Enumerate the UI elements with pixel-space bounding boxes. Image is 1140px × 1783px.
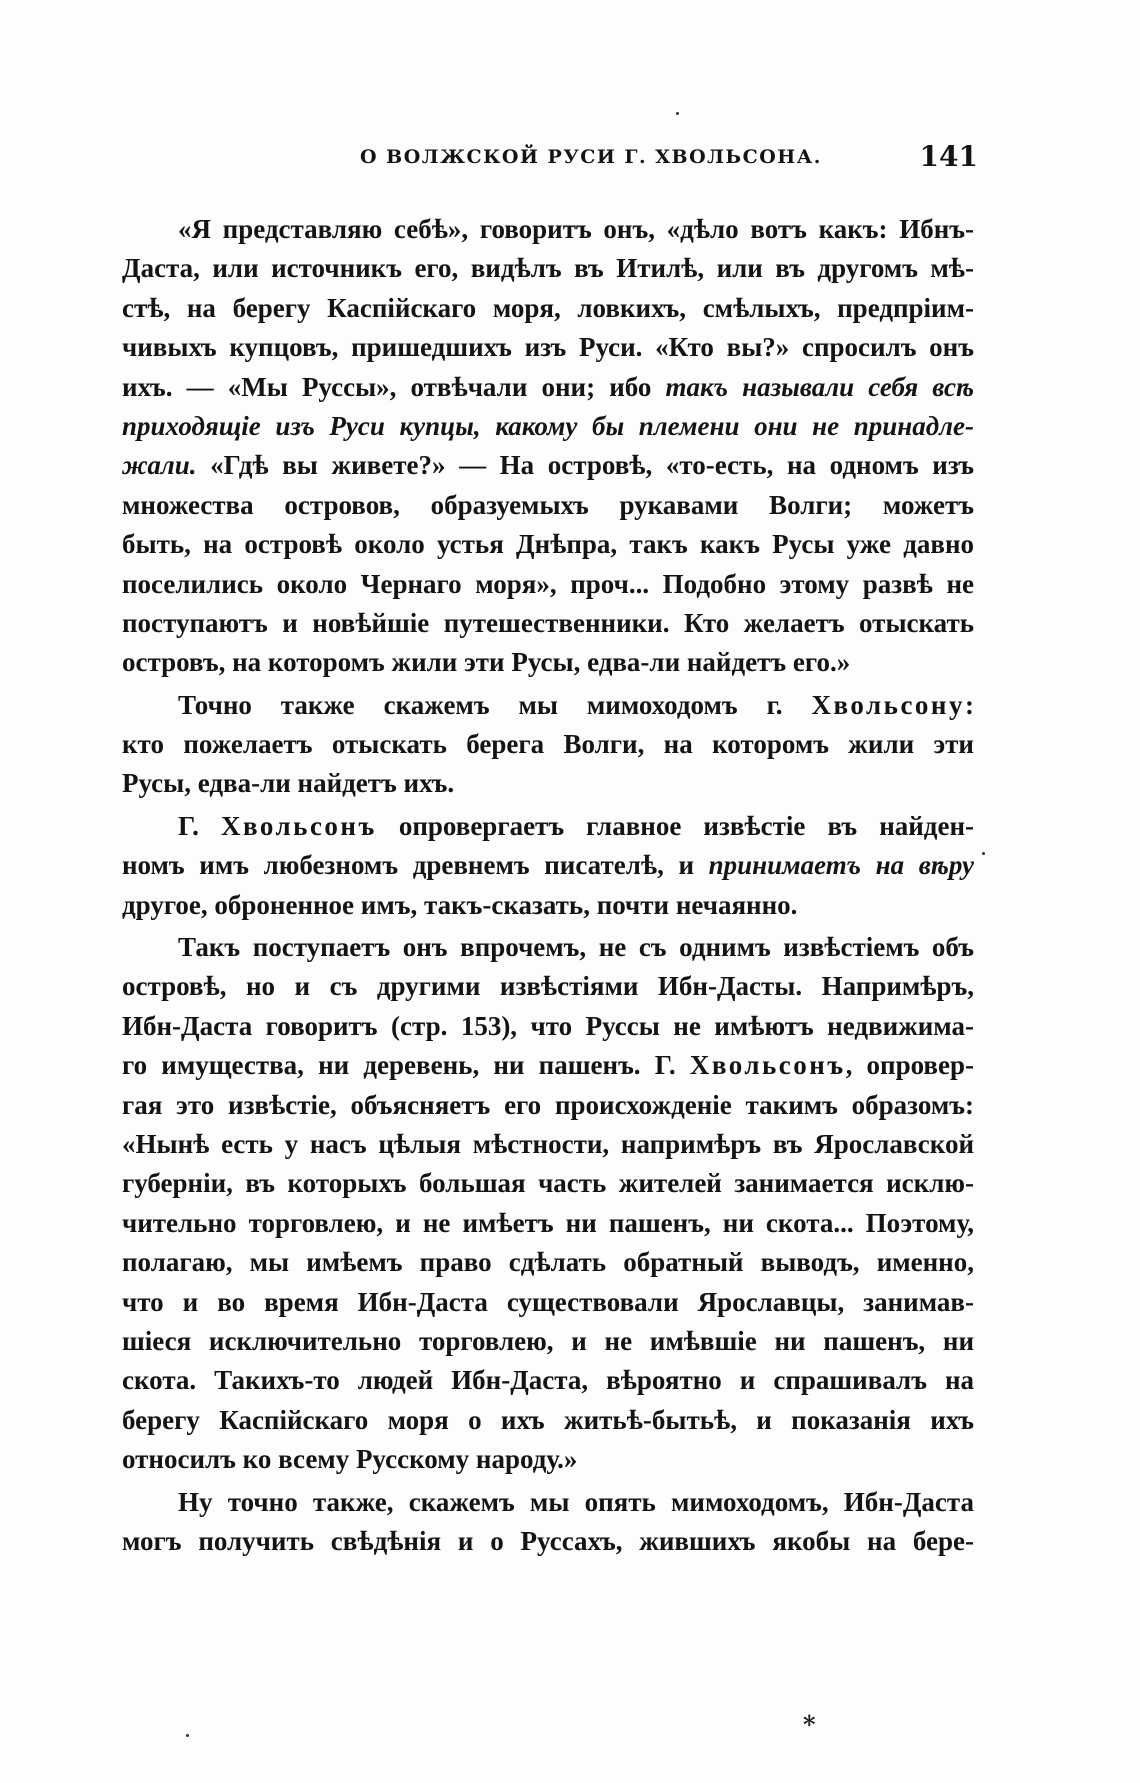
text-segment: чивыхъ купцовъ, пришедшихъ изъ Руси. «Кто вы?» спросилъ онъ xyxy=(122,332,974,363)
italic-text: приходящіе изъ Руси купцы, какому бы племени они не принадле- xyxy=(122,410,974,441)
text-line xyxy=(122,886,974,925)
page-number: 141 xyxy=(919,140,978,173)
text-segment: что и во время Ибн-Даста существовали Ярославцы, занимав- xyxy=(122,1286,974,1317)
text-line xyxy=(122,725,974,764)
text-segment: быть, на островѣ около устья Днѣпра, такъ какъ Русы уже давно xyxy=(122,529,974,560)
text-segment: множества островов, образуемыхъ рукавами Волги; можетъ xyxy=(122,489,974,520)
text-segment: шіеся исключительно торговлею, и не имѣвшіе ни пашенъ, ни xyxy=(122,1325,974,1356)
text-line xyxy=(122,289,974,328)
text-segment: Ибн-Даста говоритъ (стр. 153), что Руссы не имѣютъ недвижима- xyxy=(122,1010,974,1041)
text-line xyxy=(122,249,974,288)
spaced-name: Хвольсонъ xyxy=(220,810,377,841)
text-segment: гая это извѣстіе, объясняетъ его происхожденіе такимъ образомъ: xyxy=(122,1089,974,1120)
text-segment: могъ получить свѣдѣнія и о Руссахъ, жившихъ якобы на бере- xyxy=(122,1525,974,1556)
text-line xyxy=(122,1125,974,1164)
spaced-name: Хвольсонъ xyxy=(689,1050,846,1081)
text-segment: Даста, или источникъ его, видѣлъ въ Итилѣ, или въ другомъ мѣ- xyxy=(122,253,974,284)
text-line xyxy=(122,1046,974,1085)
text-line xyxy=(122,764,974,803)
text-line xyxy=(122,928,974,967)
signature-mark: * xyxy=(803,1710,816,1739)
text-line xyxy=(122,846,974,885)
text-line xyxy=(122,1283,974,1322)
text-segment: поселились около Чернаго моря», проч... Подобно этому развѣ не xyxy=(122,568,974,599)
running-head xyxy=(120,140,980,180)
text-line xyxy=(122,604,974,643)
text-segment: губерніи, въ которыхъ большая часть жителей занимается исклю- xyxy=(122,1168,974,1199)
text-segment: Г. xyxy=(178,810,221,841)
text-line xyxy=(122,446,974,485)
text-line xyxy=(122,1522,974,1561)
text-line xyxy=(122,1204,974,1243)
text-line xyxy=(122,1086,974,1125)
text-segment: островѣ, но и съ другими извѣстіями Ибн-Дасты. Напримѣръ, xyxy=(122,971,974,1002)
text-segment: кто пожелаетъ отыскать берега Волги, на которомъ жили эти xyxy=(122,729,974,760)
scan-speck xyxy=(676,112,679,115)
text-line xyxy=(122,1243,974,1282)
running-title: О ВОЛЖСКОЙ РУСИ Г. ХВОЛЬСОНА. xyxy=(360,146,822,168)
text-segment: другое, оброненное имъ, такъ-сказать, почти нечаянно. xyxy=(122,889,798,920)
text-line xyxy=(122,643,974,682)
text-line xyxy=(122,807,974,846)
text-segment: «Нынѣ есть у насъ цѣлыя мѣстности, напримѣръ въ Ярославской xyxy=(122,1128,974,1159)
text-line xyxy=(122,1483,974,1522)
text-segment: «Гдѣ вы живете?» — На островѣ, «то-есть, на одномъ изъ xyxy=(196,450,974,481)
text-segment: опровергаетъ главное извѣстіе въ найден- xyxy=(376,810,974,841)
text-segment: Такъ поступаетъ онъ впрочемъ, не съ однимъ извѣстіемъ объ xyxy=(178,932,974,963)
body-text xyxy=(122,210,974,1561)
text-segment: номъ имъ любезномъ древнемъ писателѣ, и xyxy=(122,850,709,881)
text-line xyxy=(122,525,974,564)
text-segment: островъ, на которомъ жили эти Русы, едва-ли найдетъ его.» xyxy=(122,647,851,678)
text-line xyxy=(122,210,974,249)
text-line xyxy=(122,1440,974,1479)
text-segment: полагаю, мы имѣемъ право сдѣлать обратный выводъ, именно, xyxy=(122,1247,974,1278)
text-line xyxy=(122,368,974,407)
italic-text: жали. xyxy=(122,450,197,481)
text-segment: чительно торговлею, и не имѣетъ ни пашенъ, ни скота... Поэтому, xyxy=(122,1207,974,1238)
italic-text: принимаетъ на вѣру xyxy=(708,850,974,881)
text-segment: поступаютъ и новѣйшіе путешественники. Кто желаетъ отыскать xyxy=(122,607,974,638)
scan-speck xyxy=(982,852,985,855)
text-segment: : xyxy=(965,689,974,720)
spaced-name: Хвольсону xyxy=(811,689,965,720)
text-segment: относилъ ко всему Русскому народу.» xyxy=(122,1444,578,1475)
text-segment: го имущества, ни деревень, ни пашенъ. Г. xyxy=(122,1050,690,1081)
text-line xyxy=(122,1007,974,1046)
text-segment: Ну точно также, скажемъ мы опять мимоходомъ, Ибн-Даста xyxy=(178,1486,974,1517)
text-line xyxy=(122,967,974,1006)
text-segment: Русы, едва-ли найдетъ ихъ. xyxy=(122,768,455,799)
text-segment: , опровер- xyxy=(845,1050,974,1081)
text-segment: ихъ. — «Мы Руссы», отвѣчали они; ибо xyxy=(122,371,666,402)
text-line xyxy=(122,1164,974,1203)
text-segment: скота. Такихъ-то людей Ибн-Даста, вѣроятно и спрашивалъ на xyxy=(122,1365,974,1396)
italic-text: такъ называли себя всѣ xyxy=(665,371,974,402)
text-segment: Точно также скажемъ мы мимоходомъ г. xyxy=(178,689,812,720)
text-line xyxy=(122,1401,974,1440)
text-line xyxy=(122,1361,974,1400)
text-line xyxy=(122,686,974,725)
text-segment: стѣ, на берегу Каспійскаго моря, ловкихъ, смѣлыхъ, предпріим- xyxy=(122,292,974,323)
text-line xyxy=(122,486,974,525)
text-line xyxy=(122,1322,974,1361)
text-line xyxy=(122,328,974,367)
text-segment: берегу Каспійскаго моря о ихъ житьѣ-бытьѣ, и показанія ихъ xyxy=(122,1404,974,1435)
text-line xyxy=(122,565,974,604)
scan-speck xyxy=(186,1734,189,1737)
text-segment: «Я представляю себѣ», говоритъ онъ, «дѣло вотъ какъ: Ибнъ- xyxy=(178,214,974,244)
text-line xyxy=(122,407,974,446)
